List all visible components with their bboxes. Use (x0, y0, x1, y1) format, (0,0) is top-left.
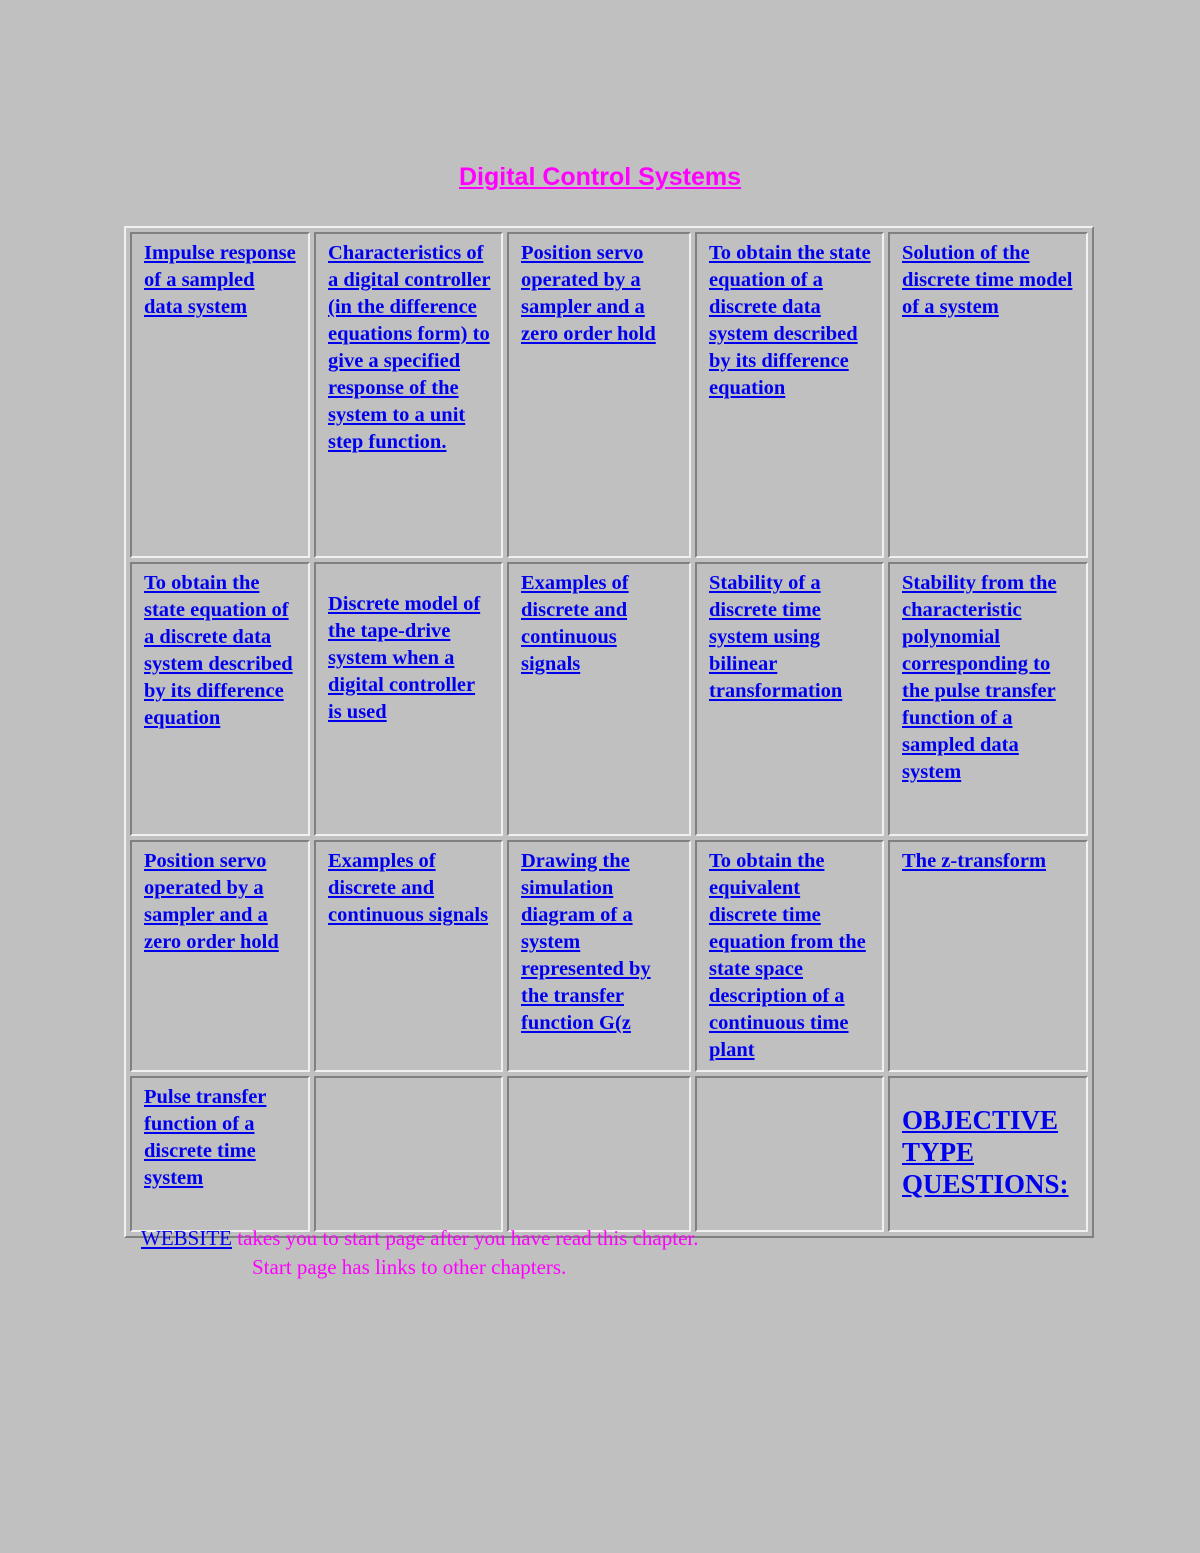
topic-link[interactable]: To obtain the state equation of a discrete data system described by its difference equation (144, 572, 293, 729)
table-cell (130, 840, 310, 1072)
website-link[interactable]: WEBSITE (141, 1226, 232, 1250)
footer-line-2: Start page has links to other chapters. (252, 1255, 567, 1279)
topic-link[interactable]: Drawing the simulation diagram of a system represented by the transfer function G(z (521, 850, 651, 1034)
table-cell (314, 562, 503, 836)
table-row (130, 1076, 1088, 1232)
topic-link[interactable]: Solution of the discrete time model of a system (902, 242, 1073, 318)
topic-link[interactable]: Discrete model of the tape-drive system when a digital controller is used (328, 593, 481, 723)
topic-link[interactable]: To obtain the state equation of a discrete data system described by its difference equation (709, 242, 871, 399)
table-cell (888, 562, 1088, 836)
table-row (130, 562, 1088, 836)
table-cell (888, 840, 1088, 1072)
table-cell (314, 840, 503, 1072)
topic-link[interactable]: Characteristics of a digital controller (in the difference equations form) to give a specified response of the system to a unit step function. (328, 242, 491, 453)
table-cell (888, 1076, 1088, 1232)
table-cell (507, 232, 691, 558)
table-cell (130, 232, 310, 558)
topic-link[interactable]: Examples of discrete and continuous signals (521, 572, 629, 675)
topic-link[interactable]: Examples of discrete and continuous signals (328, 850, 489, 926)
topic-link[interactable]: Impulse response of a sampled data system (144, 242, 296, 318)
footer-line-1 (141, 1224, 698, 1253)
table-row (130, 840, 1088, 1072)
table-cell (695, 840, 884, 1072)
table-cell (507, 840, 691, 1072)
table-cell (695, 232, 884, 558)
table-cell (130, 1076, 310, 1232)
topic-link[interactable]: Stability from the characteristic polynomial corresponding to the pulse transfer function of a sampled data system (902, 572, 1057, 783)
topic-link[interactable]: Stability of a discrete time system using bilinear transformation (709, 572, 843, 702)
table-cell (695, 562, 884, 836)
objective-questions-link[interactable]: OBJECTIVE TYPE QUESTIONS: (902, 1105, 1069, 1199)
table-cell-empty (695, 1076, 884, 1232)
topics-table (124, 226, 1094, 1238)
topic-link[interactable]: Pulse transfer function of a discrete time system (144, 1086, 267, 1189)
table-cell (888, 232, 1088, 558)
topic-link[interactable]: To obtain the equivalent discrete time equation from the state space description of a continuous time plant (709, 850, 866, 1061)
page-title-link[interactable]: Digital Control Systems (459, 163, 741, 191)
table-cell (130, 562, 310, 836)
table-cell (507, 562, 691, 836)
topic-link[interactable]: Position servo operated by a sampler and a zero order hold (521, 242, 656, 345)
footer-note (141, 1224, 698, 1282)
topic-link[interactable]: Position servo operated by a sampler and a zero order hold (144, 850, 279, 953)
footer-text: takes you to start page after you have read this chapter. (231, 1226, 699, 1250)
table-cell-empty (314, 1076, 503, 1232)
topic-link[interactable]: The z-transform (902, 850, 1047, 872)
table-cell (314, 232, 503, 558)
table-cell-empty (507, 1076, 691, 1232)
table-row (130, 232, 1088, 558)
